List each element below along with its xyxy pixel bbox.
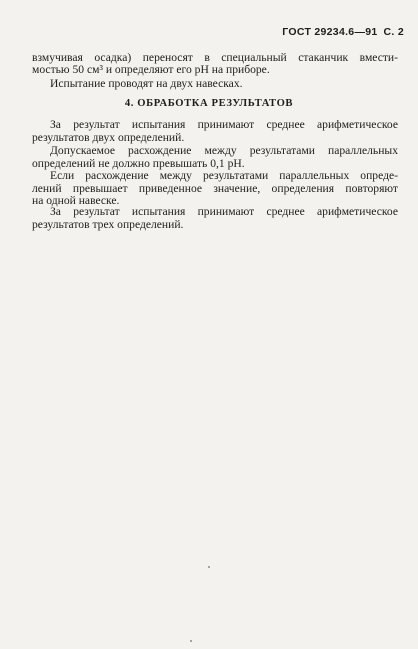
text-line: лений превышает приведенное значение, определения повторяют xyxy=(32,182,398,195)
standard-number: ГОСТ 29234.6—91 xyxy=(282,26,378,38)
text-line: на одной навеске. xyxy=(32,194,120,207)
scan-speck xyxy=(208,566,210,568)
section-heading: 4. ОБРАБОТКА РЕЗУЛЬТАТОВ xyxy=(124,98,294,109)
page-header xyxy=(282,26,404,38)
text-line: взмучивая осадка) переносят в специальный стаканчик вмести- xyxy=(32,51,398,64)
text-line: За результат испытания принимают среднее арифметическое xyxy=(50,118,398,131)
text-line: Допускаемое расхождение между результатами параллельных xyxy=(50,144,398,157)
text-line: мостью 50 см³ и определяют его pH на приборе. xyxy=(32,63,270,76)
page-number: С. 2 xyxy=(383,26,404,38)
text-line: определений не должно превышать 0,1 pH. xyxy=(32,157,245,170)
scan-speck xyxy=(190,640,192,642)
text-line: Испытание проводят на двух навесках. xyxy=(50,77,243,90)
text-line: результатов трех определений. xyxy=(32,218,184,231)
text-line: результатов двух определений. xyxy=(32,131,185,144)
text-line: Если расхождение между результатами параллельных опреде- xyxy=(50,169,398,182)
text-line: За результат испытания принимают среднее арифметическое xyxy=(50,205,398,218)
